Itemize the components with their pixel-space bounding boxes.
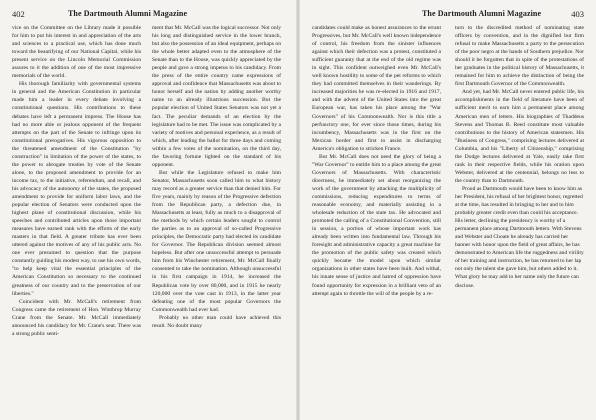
- left-page-header: [12, 8, 282, 20]
- paragraph: His thorough familiarity with governmental systems in general and the American Constitution in particular made him a leader in every debate involving a constitutional questions. His contributions to these debates have left a permanent impress. The House has had no more able or jealous opponent of the frequent attempts on the part of the Senate to infringe upon its constitutional prerogatives. His vigorous opposition to the threatened amendment of the Constitution "by construction" in limitation of the power of the states, to the power to abrogate treaties by vote of the Senate alone, to the proposed amendment to provide for an income tax, to the initiative, referendum, and recall, and his advocacy of the autonomy of the states, the proposed amendment to provide for uniform labor laws, and the popular election of Senators were conducted upon the highest plane of constitutional discussion, while his speeches and contributed articles upon those important measures have earned rank with the efforts of the early masters in that field. A greater tribute has ever been uttered against the motives of any of his public acts. No one ever presumed to question that the purpose constantly guiding his modest way, to use his own words, "to help keep vital the essential principles of the American Constitution so necessary to the continued greatness of our country and to the preservation of our liberties.": [12, 81, 141, 297]
- right-page: [300, 0, 596, 420]
- right-page-column-1: [312, 24, 441, 414]
- right-page-column-2: [455, 24, 584, 414]
- paragraph: ment that Mr. McCall was the logical successor. Not only his long and distinguished service in the lower branch, but also the possession of an ideal equipment, perhaps on the whole better adapted even to the atmosphere of the Senate than to the House, was quickly appreciated by the people and gave a strong impetus to his candidacy. From the press of the entire country came expressions of approval and confidence that Massachusetts was about to honor herself and the nation by adding another worthy name to an already illustrious succession. But the popular election of United States Senators was not yet a fact. The peculiar demands of an election by the legislature had to be met. The issue was complicated by a variety of motives and personal experience, as a result of which, after leading the ballot for three days and coming within a few votes of the nomination, on the third day, the favoring fortune lighted on the standard of his opponent.: [152, 25, 281, 168]
- paragraph: Probably no other man could have achieved this result. No doubt many: [152, 314, 281, 329]
- paragraph: Coincident with Mr. McCall's retirement from Congress came the retirement of Hon. Winthrop Murray Crane from the Senate. Mr. McCall immediately announced his candidacy for Mr. Crane's seat. There was a strong public senti-: [12, 298, 141, 337]
- left-page-column-1: [12, 24, 141, 414]
- right-page-header: [312, 8, 584, 20]
- paragraph: candidates could make as honest assurances to the errant Progressives, but Mr. McCall's well known independence of control, his freedom from the sinister influences against which their defection was a protest, constituted a sufficient guaranty that at the end of the old regime was in sight. This confident outweighed even Mr. McCall's well known hostility to some of the pet reforms to which they had committed themselves in their wanderings. By increased majorities he was re-elected in 1916 and 1917, and with the advent of the United States into the great European war, has taken his place among the "War Governors" of his Commonwealth. Nor is this title a perfunctory one, for ever since those times, during his incumbency, Massachusetts was in the first on the Mexican border and first to assist in discharging America's obligation to stricken France.: [312, 25, 441, 152]
- left-page-column-2: [152, 24, 281, 414]
- paragraph: Proud as Dartmouth would have been to know him as her President, his refusal of her brightest honor, regretted at the time, has resulted in bringing to her and to him probably greater credit even than could his acceptance. His letter, declining the presidency is worthy of a permanent place among Dartmouth letters. With Stevens and Webster and Choate he already has carried her banner with honor upon the field of great affairs, he has demonstrated to American life the ruggedness and virility of her training and instruction, he has returned to her lap not only the talent she gave him, but others added to it. What glory he may add to her name only the future can disclose.: [455, 185, 584, 289]
- paragraph: But Mr. McCall does not need the glory of being a "War Governor" to entitle him to a place among the great Governors of Massachusetts. With characteristic directness, he immediately set about reorganizing the work of the government by attacking the multiplicity of commissions, reducing expenditures to terms of reasonable economy, and materially assisting in a wholesale reduction of the state tax. He advocated and promoted the calling of a Constitutional Convention, still in session, a portion of whose important work has already been written into fundamental law. Through his foresight and administrative capacity a great machine for the promotion of the public safety was created which quickly became the model upon which similar organizations in other states have been built. And withal, his innate sense of justice and hatred of oppression have found opportunity for expression in a brilliant veto of an attempt again to throttle the will of the people by a re-: [312, 153, 441, 297]
- paragraph: vice on the Committee on the Library made it possible for him to put his interest in and appreciation of the arts and sciences to a practical use, which has done much toward the beautifying of our National Capital, while his present service on the Lincoln Memorial Commission assures to it the addition of one of the most impressive memorials of the world.: [12, 25, 141, 80]
- left-running-title: The Dartmouth Alumni Magazine: [68, 9, 188, 18]
- right-page-number: 403: [571, 9, 584, 19]
- paragraph: And yet, had Mr. McCall never entered public life, his accomplishments in the field of literature have been of sufficient merit to earn him a permanent place among American men of letters. His biographies of Thaddeus Stevens and Thomas B. Reed constitute most valuable contributions to the history of American statesmen. His "Business of Congress," comprising lectures delivered at Columbia, and his "Liberty of Citizenship," comprising the Dodge lectures delivered at Yale, easily take first rank in their respective fields, while his oration upon Webster, delivered at the centennial, belongs no less to the country than to Dartmouth.: [455, 89, 584, 184]
- left-page-number: 402: [12, 9, 25, 19]
- paragraph: But while the Legislature refused to make him Senator, Massachusetts soon called him to what history may record as a greater service than that denied him. For five years, mainly by reason of the Progressive defection from the Republican party, a defection due, in Massachusetts at least, fully as much to a disapproval of the methods by which certain leaders sought to control the parties as to an approval of so-called Progressive principles, the Democratic party had elected its candidate for Governor. The Republican division seemed almost hopeless. But after one unsuccessful attempt to persuade him from his Winchester retirement, Mr. McCall finally consented to take the nomination. Although unsuccessful in his first campaign in 1914, he increased the Republican vote by over 80,000, and in 1915 he nearly 120,000 over the vote cast in 1913, in the latter year defeating one of the most popular Governors the Commonwealth had ever had.: [152, 169, 281, 313]
- right-running-title: The Dartmouth Alumni Magazine: [422, 9, 542, 18]
- left-page: [0, 0, 296, 420]
- paragraph: turn to the discredited method of nominating state officers by convention, and in the dignified but firm refusal to make Massachusetts a party to the persecution of the poor negro at the hands of Southern prejudice. Nor should it be forgotten that in spite of the protestations of her graduates in the political history of Massachusetts, it remained for him to achieve the distinction of being the first Dartmouth Governor of the Commonwealth.: [455, 25, 584, 88]
